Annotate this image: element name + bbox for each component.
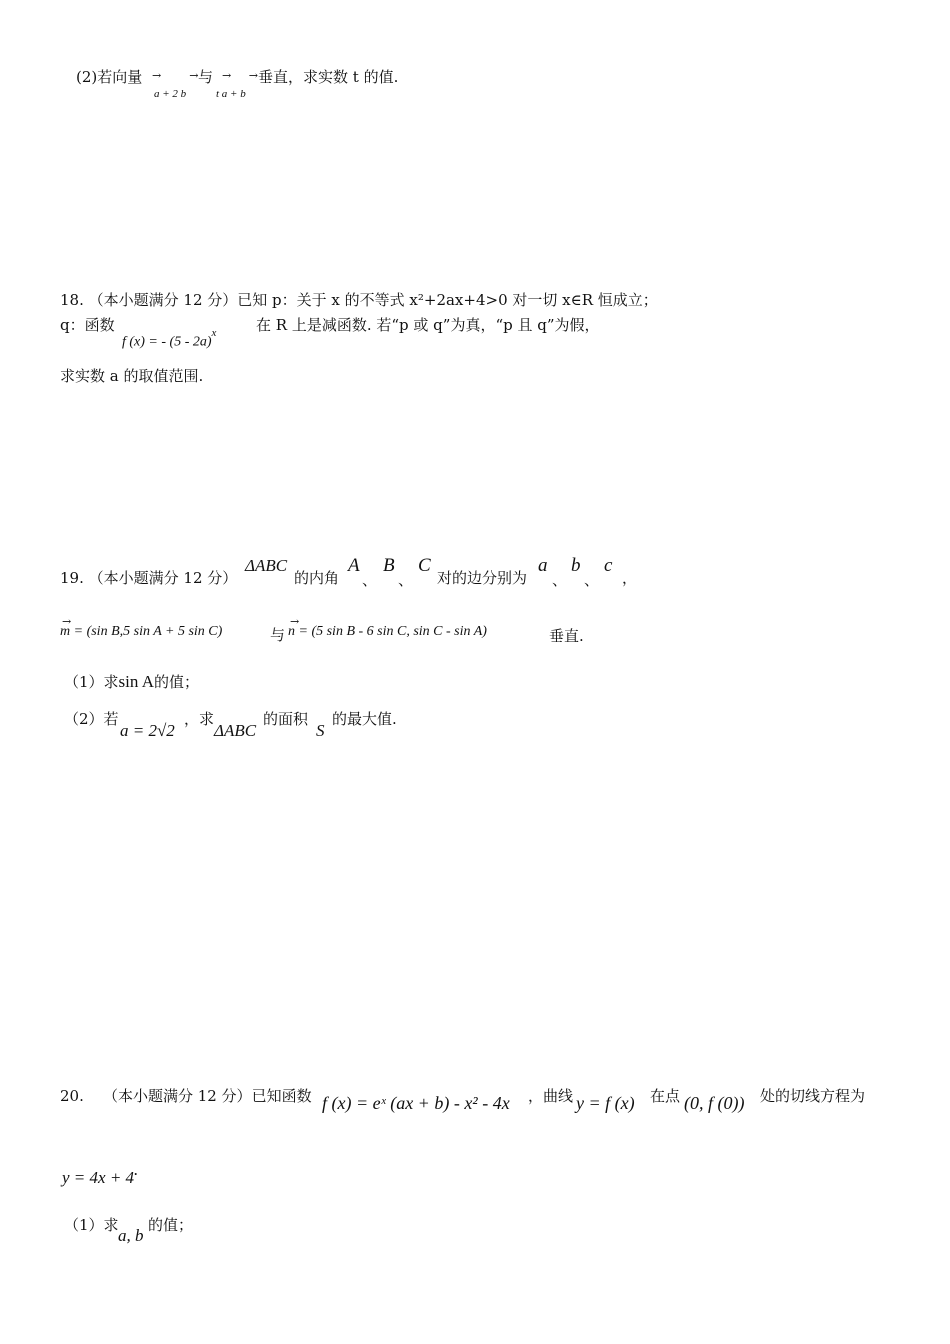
q18-formula-text: f (x) = - (5 - 2a) [122,334,212,350]
q19-part2-area: 的面积 [263,710,309,728]
q19-n [288,622,487,642]
q18-q-prefix: q：函数 [60,316,115,334]
q18-q-suffix: 在 R 上是减函数. 若“p 或 q”为真，“p 且 q”为假， [256,316,600,334]
q19-head [60,568,237,588]
q20-number: 20. [60,1087,84,1105]
q20-t3: 在点 [650,1087,681,1105]
arrow-icon: → [290,615,300,628]
q20-tangent-end: . [134,1160,139,1179]
q19-part1 [64,672,199,692]
q19-c: c [604,555,613,576]
q20-part1-label: （1）求 [64,1216,119,1234]
q20-part1-suffix: 的值； [148,1216,194,1234]
q19-part2-S: S [316,721,325,740]
q19-A: A [348,555,360,576]
q17-vec1: a + 2 b [154,88,187,100]
q19-part2-suffix: 的最大值. [332,710,397,728]
q19-a: a [538,555,548,576]
q19-number: 19. [60,569,84,587]
q18-line1 [60,290,658,310]
q17-suffix: 垂直，求实数 t 的值. [258,68,399,86]
q19-sep3: 、 [552,571,568,589]
q19-b: b [571,555,581,576]
q19-sep4: 、 [584,571,600,589]
q20-t4: 处的切线方程为 [760,1087,866,1105]
q18-text1: 已知 p：关于 x 的不等式 x²+2ax+4>0 对一切 x∈R 恒成立； [237,291,658,309]
q17-vec2: t a + b [216,88,246,100]
q19-end: ， [622,569,638,587]
q19-part1-suffix: 的值； [153,673,199,691]
q19-perp: 垂直. [549,627,584,645]
q19-connector: 与 [270,626,286,644]
q19-t2: 对的边分别为 [437,569,528,587]
q19-score: （本小题满分 12 分） [88,569,238,587]
q18-formula [122,327,216,353]
q17-connector: 与 [198,68,214,86]
q19-m-vec: m [60,624,71,639]
q19-m [60,622,222,642]
q19-part2-math: a = 2√2 [120,721,175,740]
arrow-icon: → → [152,69,199,82]
q19-sep1: 、 [362,571,378,589]
q19-t1: 的内角 [294,569,340,587]
q18-line3: 求实数 a 的取值范围. [60,367,204,385]
q19-part2-tri: ΔABC [214,721,257,740]
arrow-icon: → → [222,69,258,82]
q18-formula-exp: x [211,327,217,339]
q19-B: B [383,555,395,576]
q20-t2: ，曲线 [528,1087,574,1105]
q20-t1: 已知函数 [251,1087,312,1105]
q20-head [60,1086,312,1106]
q19-part2-label: （2）若 [64,710,119,728]
q18-score: （本小题满分 12 分） [88,291,238,309]
q20-tangent [62,1160,139,1188]
q19-n-vec: n [288,624,295,639]
q19-C: C [418,555,431,576]
q19-part2-mid: ，求 [184,710,215,728]
q18-number: 18. [60,291,84,309]
q20-curve: y = f (x) [576,1093,635,1113]
q17-part2-prefix: (2)若向量 [76,68,143,86]
q19-n-formula: = (5 sin B - 6 sin C, sin C - sin A) [298,624,487,639]
q17-part2 [76,67,142,87]
q19-sep2: 、 [398,571,414,589]
q19-m-formula: = (sin B,5 sin A + 5 sin C) [73,624,223,639]
q20-tangent-text: y = 4x + 4 [62,1168,135,1187]
arrow-icon: → [62,615,72,628]
q20-func: f (x) = eˣ (ax + b) - x² - 4x [322,1093,510,1113]
q19-part1-math: sin A [118,672,154,691]
q19-triangle: ΔABC [245,556,288,575]
q20-part1-math: a, b [118,1226,144,1245]
q19-part1-label: （1）求 [64,673,119,691]
q20-score: （本小题满分 12 分） [102,1087,252,1105]
q20-point: (0, f (0)) [684,1093,745,1113]
